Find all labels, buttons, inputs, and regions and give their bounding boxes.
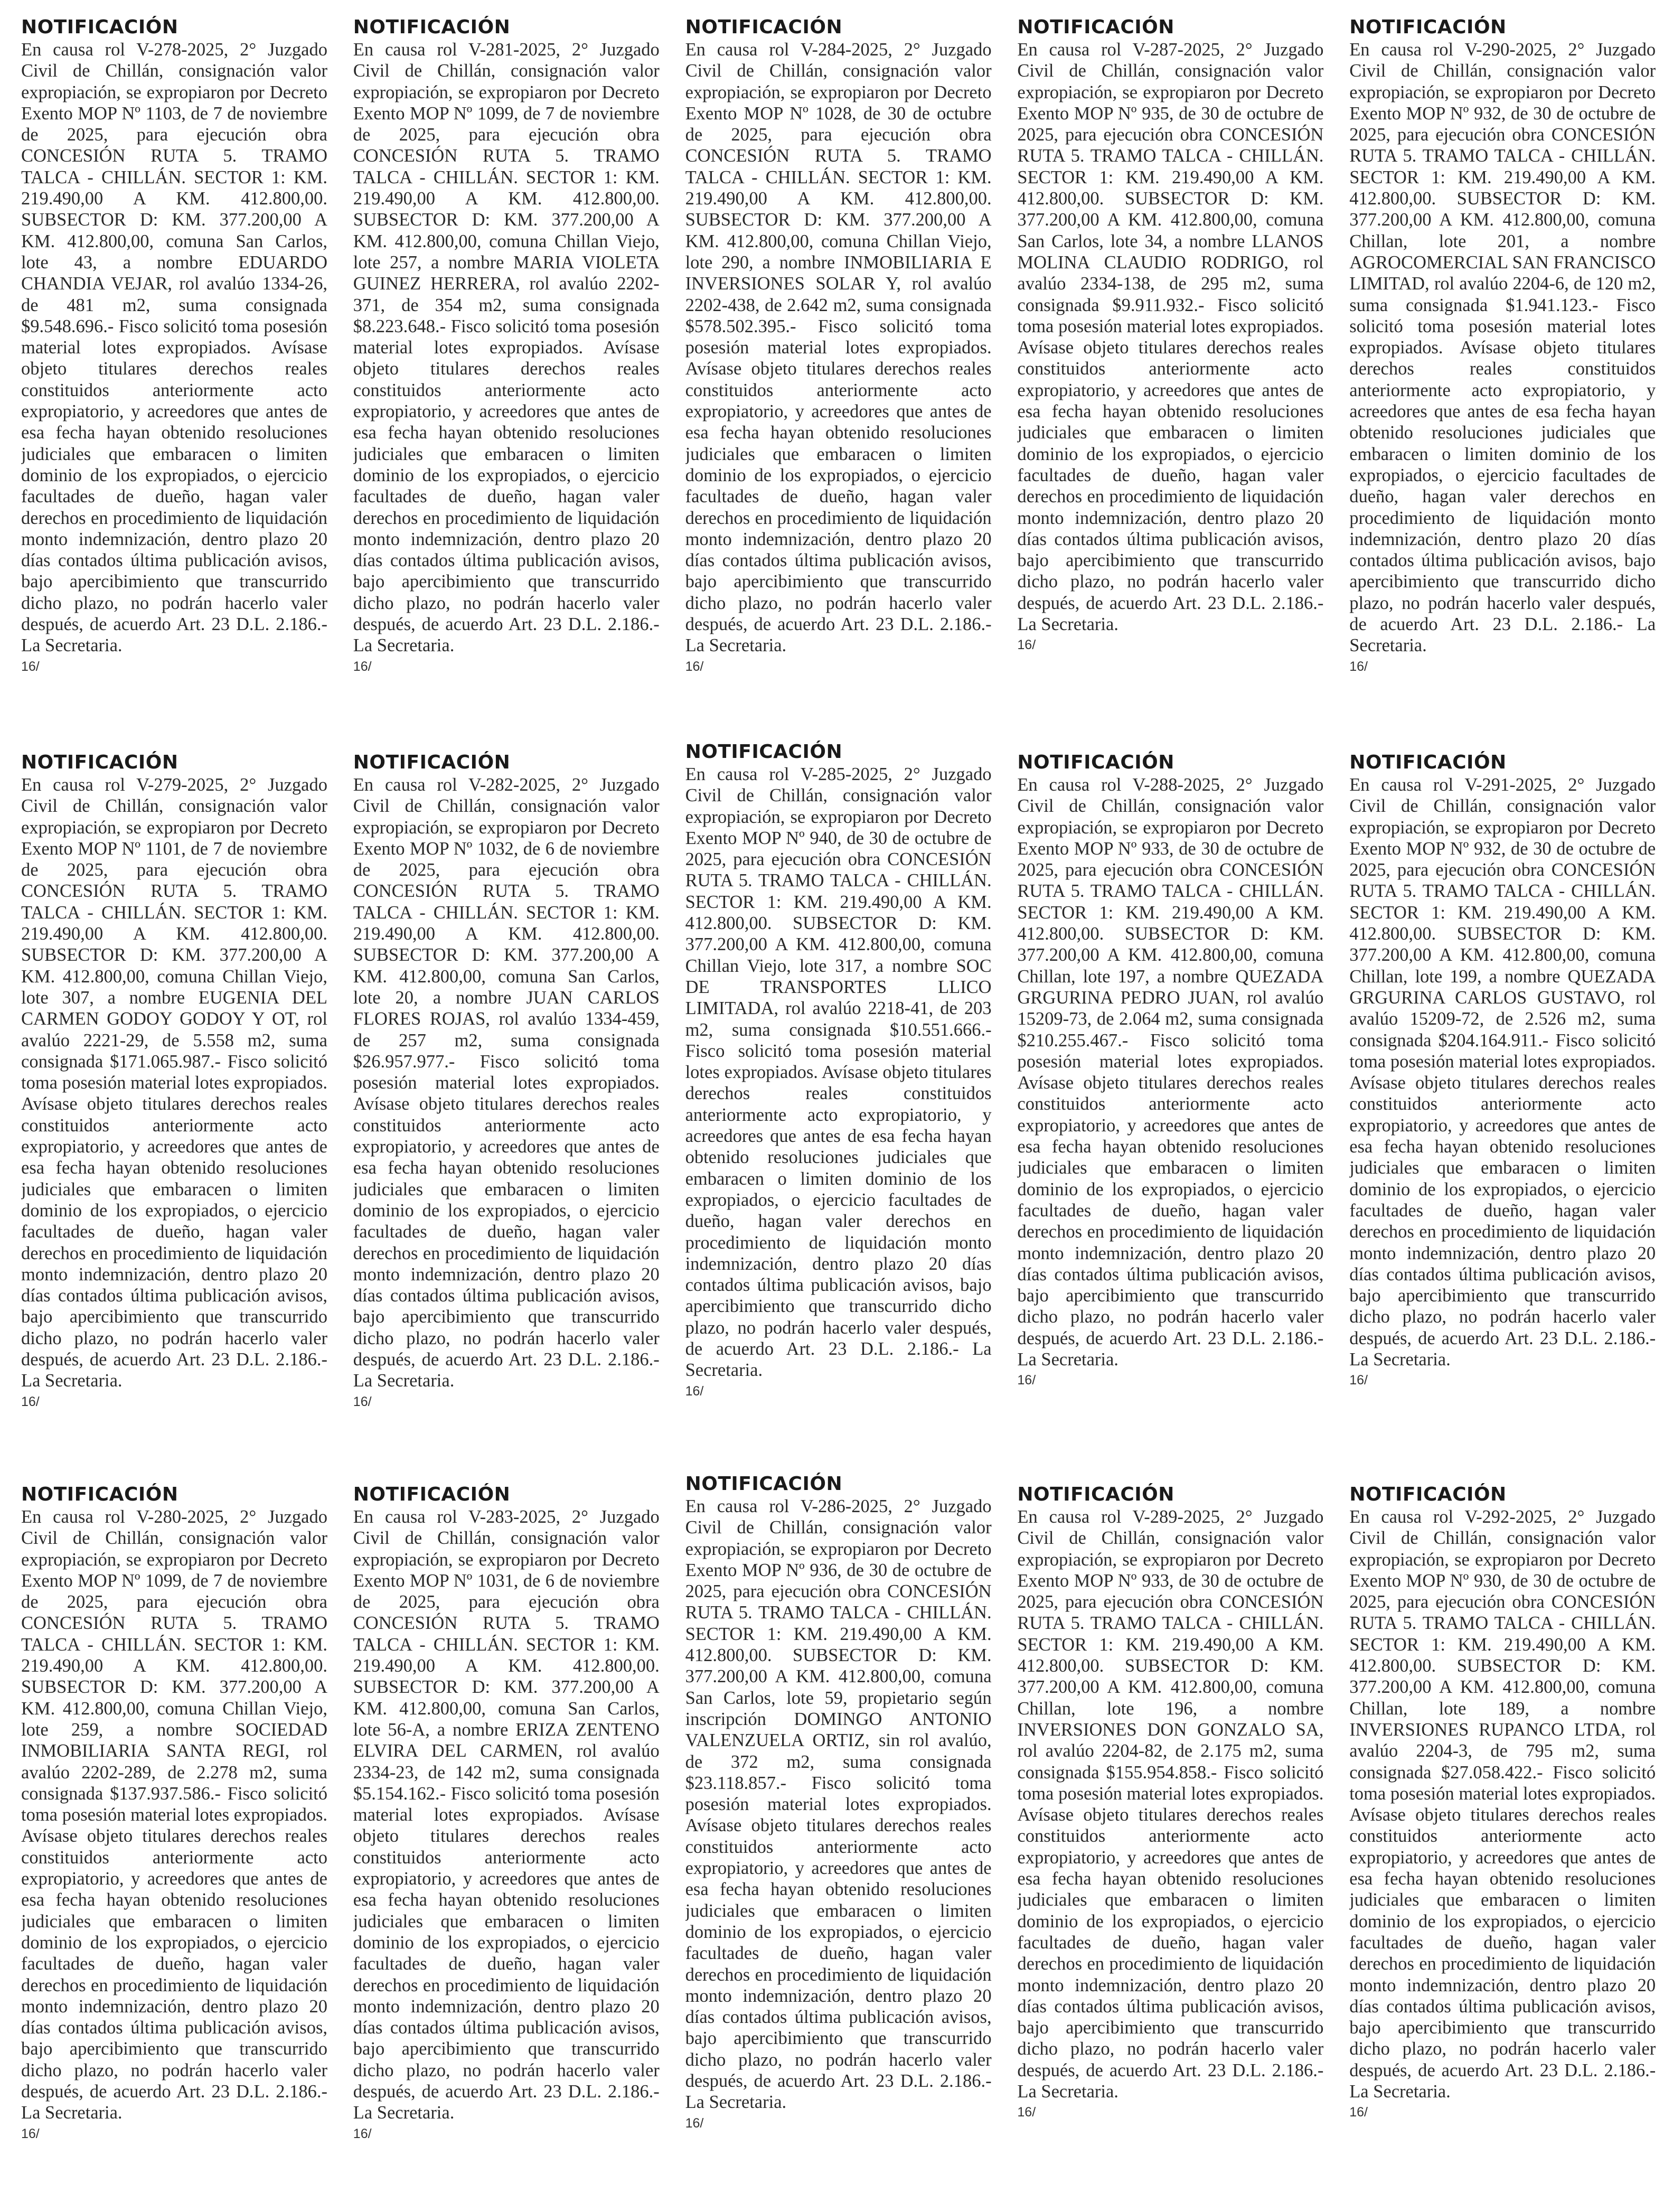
notice-body: En causa rol V-285-2025, 2° Juzgado Civil de Chillán, consignación valor expropiación, se expropiaron por Decreto Exento MOP Nº 940, de 30 de octubre de 2025, para ejecución obra CONCESIÓN RUTA 5. TRAMO TALCA - CHILLÁN. SECTOR 1: KM. 219.490,00 A KM. 412.800,00. SUBSECTOR D: KM. 377.200,00 A KM. 412.800,00, comuna Chillan Viejo, lote 317, a nombre SOC DE TRANSPORTES LLICO LIMITADA, rol avalúo 2218-41, de 203 m2, suma consignada $10.551.666.- Fisco solicitó toma posesión material lotes expropiados. Avísase objeto titulares derechos reales constituidos anteriormente acto expropiatorio, y acreedores que antes de esa fecha hayan obtenido resoluciones judiciales que embaracen o limiten dominio de los expropiados, o ejercicio facultades de dueño, hagan valer derechos en procedimiento de liquidación monto indemnización, dentro plazo 20 días contados última publicación avisos, bajo apercibimiento que transcurrido dicho plazo, no podrán hacerlo valer después, de acuerdo Art. 23 D.L. 2.186.- La Secretaria. (685, 764, 992, 1381)
notice-title: NOTIFICACIÓN (353, 752, 511, 773)
notice-footer: 16/ (1349, 2105, 1368, 2120)
notice-body: En causa rol V-279-2025, 2° Juzgado Civil de Chillán, consignación valor expropiación, se expropiaron por Decreto Exento MOP Nº 1101, de 7 de noviembre de 2025, para ejecución obra CONCESIÓN RUTA 5. TRAMO TALCA - CHILLÁN. SECTOR 1: KM. 219.490,00 A KM. 412.800,00. SUBSECTOR D: KM. 377.200,00 A KM. 412.800,00, comuna Chillan Viejo, lote 307, a nombre EUGENIA DEL CARMEN GODOY GODOY Y OT, rol avalúo 2221-29, de 5.558 m2, suma consignada $171.065.987.- Fisco solicitó toma posesión material lotes expropiados. Avísase objeto titulares derechos reales constituidos anteriormente acto expropiatorio, y acreedores que antes de esa fecha hayan obtenido resoluciones judiciales que embaracen o limiten dominio de los expropiados, o ejercicio facultades de dueño, hagan valer derechos en procedimiento de liquidación monto indemnización, dentro plazo 20 días contados última publicación avisos, bajo apercibimiento que transcurrido dicho plazo, no podrán hacerlo valer después, de acuerdo Art. 23 D.L. 2.186.- La Secretaria. (21, 775, 327, 1391)
notice-body: En causa rol V-290-2025, 2° Juzgado Civil de Chillán, consignación valor expropiación, se expropiaron por Decreto Exento MOP Nº 932, de 30 de octubre de 2025, para ejecución obra CONCESIÓN RUTA 5. TRAMO TALCA - CHILLÁN. SECTOR 1: KM. 219.490,00 A KM. 412.800,00. SUBSECTOR D: KM. 377.200,00 A KM. 412.800,00, comuna Chillan, lote 201, a nombre AGROCOMERCIAL SAN FRANCISCO LIMITAD, rol avalúo 2204-6, de 120 m2, suma consignada $1.941.123.- Fisco solicitó toma posesión material lotes expropiados. Avísase objeto titulares derechos reales constituidos anteriormente acto expropiatorio, y acreedores que antes de esa fecha hayan obtenido resoluciones judiciales que embaracen o limiten dominio de los expropiados, o ejercicio facultades de dueño, hagan valer derechos en procedimiento de liquidación monto indemnización, dentro plazo 20 días contados última publicación avisos, bajo apercibimiento que transcurrido dicho plazo, no podrán hacerlo valer después, de acuerdo Art. 23 D.L. 2.186.- La Secretaria. (1349, 40, 1656, 656)
notice-v-289 (1017, 1480, 1323, 2212)
notice-footer: 16/ (21, 1394, 40, 1409)
notice-body: En causa rol V-283-2025, 2° Juzgado Civil de Chillán, consignación valor expropiación, se expropiaron por Decreto Exento MOP Nº 1031, de 6 de noviembre de 2025, para ejecución obra CONCESIÓN RUTA 5. TRAMO TALCA - CHILLÁN. SECTOR 1: KM. 219.490,00 A KM. 412.800,00. SUBSECTOR D: KM. 377.200,00 A KM. 412.800,00, comuna San Carlos, lote 56-A, a nombre ERIZA ZENTENO ELVIRA DEL CARMEN, rol avalúo 2334-23, de 142 m2, suma consignada $5.154.162.- Fisco solicitó toma posesión material lotes expropiados. Avísase objeto titulares derechos reales constituidos anteriormente acto expropiatorio, y acreedores que antes de esa fecha hayan obtenido resoluciones judiciales que embaracen o limiten dominio de los expropiados, o ejercicio facultades de dueño, hagan valer derechos en procedimiento de liquidación monto indemnización, dentro plazo 20 días contados última publicación avisos, bajo apercibimiento que transcurrido dicho plazo, no podrán hacerlo valer después, de acuerdo Art. 23 D.L. 2.186.- La Secretaria. (353, 1507, 660, 2123)
notice-footer: 16/ (353, 659, 372, 674)
notice-title: NOTIFICACIÓN (1349, 16, 1507, 38)
notice-v-280 (21, 1480, 327, 2212)
notice-v-281 (353, 16, 660, 748)
notice-footer: 16/ (685, 2115, 704, 2131)
notice-v-285 (685, 741, 992, 1480)
notice-body: En causa rol V-291-2025, 2° Juzgado Civil de Chillán, consignación valor expropiación, se expropiaron por Decreto Exento MOP Nº 932, de 30 de octubre de 2025, para ejecución obra CONCESIÓN RUTA 5. TRAMO TALCA - CHILLÁN. SECTOR 1: KM. 219.490,00 A KM. 412.800,00. SUBSECTOR D: KM. 377.200,00 A KM. 412.800,00, comuna Chillan, lote 199, a nombre QUEZADA GRGURINA CARLOS GUSTAVO, rol avalúo 15209-72, de 2.526 m2, suma consignada $204.164.911.- Fisco solicitó toma posesión material lotes expropiados. Avísase objeto titulares derechos reales constituidos anteriormente acto expropiatorio, y acreedores que antes de esa fecha hayan obtenido resoluciones judiciales que embaracen o limiten dominio de los expropiados, o ejercicio facultades de dueño, hagan valer derechos en procedimiento de liquidación monto indemnización, dentro plazo 20 días contados última publicación avisos, bajo apercibimiento que transcurrido dicho plazo, no podrán hacerlo valer después, de acuerdo Art. 23 D.L. 2.186.- La Secretaria. (1349, 775, 1656, 1370)
notice-footer: 16/ (1349, 659, 1368, 674)
notice-footer: 16/ (1349, 1373, 1368, 1388)
notice-body: En causa rol V-292-2025, 2° Juzgado Civil de Chillán, consignación valor expropiación, se expropiaron por Decreto Exento MOP Nº 930, de 30 de octubre de 2025, para ejecución obra CONCESIÓN RUTA 5. TRAMO TALCA - CHILLÁN. SECTOR 1: KM. 219.490,00 A KM. 412.800,00. SUBSECTOR D: KM. 377.200,00 A KM. 412.800,00, comuna Chillan, lote 189, a nombre INVERSIONES RUPANCO LTDA, rol avalúo 2204-3, de 795 m2, suma consignada $27.058.422.- Fisco solicitó toma posesión material lotes expropiados. Avísase objeto titulares derechos reales constituidos anteriormente acto expropiatorio, y acreedores que antes de esa fecha hayan obtenido resoluciones judiciales que embaracen o limiten dominio de los expropiados, o ejercicio facultades de dueño, hagan valer derechos en procedimiento de liquidación monto indemnización, dentro plazo 20 días contados última publicación avisos, bajo apercibimiento que transcurrido dicho plazo, no podrán hacerlo valer después, de acuerdo Art. 23 D.L. 2.186.- La Secretaria. (1349, 1507, 1656, 2102)
notice-body: En causa rol V-287-2025, 2° Juzgado Civil de Chillán, consignación valor expropiación, se expropiaron por Decreto Exento MOP Nº 935, de 30 de octubre de 2025, para ejecución obra CONCESIÓN RUTA 5. TRAMO TALCA - CHILLÁN. SECTOR 1: KM. 219.490,00 A KM. 412.800,00. SUBSECTOR D: KM. 377.200,00 A KM. 412.800,00, comuna San Carlos, lote 34, a nombre LLANOS MOLINA CLAUDIO RODRIGO, rol avalúo 2334-138, de 295 m2, suma consignada $9.911.932.- Fisco solicitó toma posesión material lotes expropiados. Avísase objeto titulares derechos reales constituidos anteriormente acto expropiatorio, y acreedores que antes de esa fecha hayan obtenido resoluciones judiciales que embaracen o limiten dominio de los expropiados, o ejercicio facultades de dueño, hagan valer derechos en procedimiento de liquidación monto indemnización, dentro plazo 20 días contados última publicación avisos, bajo apercibimiento que transcurrido dicho plazo, no podrán hacerlo valer después, de acuerdo Art. 23 D.L. 2.186.- La Secretaria. (1017, 40, 1324, 635)
notice-title: NOTIFICACIÓN (21, 752, 178, 773)
notice-body: En causa rol V-286-2025, 2° Juzgado Civil de Chillán, consignación valor expropiación, se expropiaron por Decreto Exento MOP Nº 936, de 30 de octubre de 2025, para ejecución obra CONCESIÓN RUTA 5. TRAMO TALCA - CHILLÁN. SECTOR 1: KM. 219.490,00 A KM. 412.800,00. SUBSECTOR D: KM. 377.200,00 A KM. 412.800,00, comuna San Carlos, lote 59, propietario según inscripción DOMINGO ANTONIO VALENZUELA ORTIZ, sin rol avalúo, de 372 m2, suma consignada $23.118.857.- Fisco solicitó toma posesión material lotes expropiados. Avísase objeto titulares derechos reales constituidos anteriormente acto expropiatorio, y acreedores que antes de esa fecha hayan obtenido resoluciones judiciales que embaracen o limiten dominio de los expropiados, o ejercicio facultades de dueño, hagan valer derechos en procedimiento de liquidación monto indemnización, dentro plazo 20 días contados última publicación avisos, bajo apercibimiento que transcurrido dicho plazo, no podrán hacerlo valer después, de acuerdo Art. 23 D.L. 2.186.- La Secretaria. (685, 1496, 992, 2113)
notice-title: NOTIFICACIÓN (353, 1484, 511, 1505)
notice-footer: 16/ (1017, 1373, 1036, 1388)
notice-title: NOTIFICACIÓN (1017, 752, 1174, 773)
notice-v-284 (685, 16, 992, 748)
notice-body: En causa rol V-280-2025, 2° Juzgado Civil de Chillán, consignación valor expropiación, se expropiaron por Decreto Exento MOP Nº 1099, de 7 de noviembre de 2025, para ejecución obra CONCESIÓN RUTA 5. TRAMO TALCA - CHILLÁN. SECTOR 1: KM. 219.490,00 A KM. 412.800,00. SUBSECTOR D: KM. 377.200,00 A KM. 412.800,00, comuna Chillan Viejo, lote 259, a nombre SOCIEDAD INMOBILIARIA SANTA REGI, rol avalúo 2202-289, de 2.278 m2, suma consignada $137.937.586.- Fisco solicitó toma posesión material lotes expropiados. Avísase objeto titulares derechos reales constituidos anteriormente acto expropiatorio, y acreedores que antes de esa fecha hayan obtenido resoluciones judiciales que embaracen o limiten dominio de los expropiados, o ejercicio facultades de dueño, hagan valer derechos en procedimiento de liquidación monto indemnización, dentro plazo 20 días contados última publicación avisos, bajo apercibimiento que transcurrido dicho plazo, no podrán hacerlo valer después, de acuerdo Art. 23 D.L. 2.186.- La Secretaria. (21, 1507, 327, 2123)
notice-title: NOTIFICACIÓN (353, 16, 511, 38)
notice-title: NOTIFICACIÓN (1017, 1484, 1174, 1505)
notice-title: NOTIFICACIÓN (685, 1473, 843, 1495)
notice-v-283 (353, 1480, 660, 2212)
notice-footer: 16/ (1017, 2105, 1036, 2120)
notice-body: En causa rol V-289-2025, 2° Juzgado Civil de Chillán, consignación valor expropiación, se expropiaron por Decreto Exento MOP Nº 933, de 30 de octubre de 2025, para ejecución obra CONCESIÓN RUTA 5. TRAMO TALCA - CHILLÁN. SECTOR 1: KM. 219.490,00 A KM. 412.800,00. SUBSECTOR D: KM. 377.200,00 A KM. 412.800,00, comuna Chillan, lote 196, a nombre INVERSIONES DON GONZALO SA, rol avalúo 2204-82, de 2.175 m2, suma consignada $155.954.858.- Fisco solicitó toma posesión material lotes expropiados. Avísase objeto titulares derechos reales constituidos anteriormente acto expropiatorio, y acreedores que antes de esa fecha hayan obtenido resoluciones judiciales que embaracen o limiten dominio de los expropiados, o ejercicio facultades de dueño, hagan valer derechos en procedimiento de liquidación monto indemnización, dentro plazo 20 días contados última publicación avisos, bajo apercibimiento que transcurrido dicho plazo, no podrán hacerlo valer después, de acuerdo Art. 23 D.L. 2.186.- La Secretaria. (1017, 1507, 1324, 2102)
notice-footer: 16/ (21, 659, 40, 674)
notice-body: En causa rol V-282-2025, 2° Juzgado Civil de Chillán, consignación valor expropiación, se expropiaron por Decreto Exento MOP Nº 1032, de 6 de noviembre de 2025, para ejecución obra CONCESIÓN RUTA 5. TRAMO TALCA - CHILLÁN. SECTOR 1: KM. 219.490,00 A KM. 412.800,00. SUBSECTOR D: KM. 377.200,00 A KM. 412.800,00, comuna San Carlos, lote 20, a nombre JUAN CARLOS FLORES ROJAS, rol avalúo 1334-459, de 257 m2, suma consignada $26.957.977.- Fisco solicitó toma posesión material lotes expropiados. Avísase objeto titulares derechos reales constituidos anteriormente acto expropiatorio, y acreedores que antes de esa fecha hayan obtenido resoluciones judiciales que embaracen o limiten dominio de los expropiados, o ejercicio facultades de dueño, hagan valer derechos en procedimiento de liquidación monto indemnización, dentro plazo 20 días contados última publicación avisos, bajo apercibimiento que transcurrido dicho plazo, no podrán hacerlo valer después, de acuerdo Art. 23 D.L. 2.186.- La Secretaria. (353, 775, 660, 1391)
notice-footer: 16/ (685, 1383, 704, 1399)
notice-v-288 (1017, 748, 1323, 1480)
notice-footer: 16/ (353, 2126, 372, 2141)
notice-footer: 16/ (685, 659, 704, 674)
notice-footer: 16/ (353, 1394, 372, 1409)
notice-v-292 (1349, 1480, 1656, 2212)
notice-body: En causa rol V-284-2025, 2° Juzgado Civil de Chillán, consignación valor expropiación, se expropiaron por Decreto Exento MOP Nº 1028, de 30 de octubre de 2025, para ejecución obra CONCESIÓN RUTA 5. TRAMO TALCA - CHILLÁN. SECTOR 1: KM. 219.490,00 A KM. 412.800,00. SUBSECTOR D: KM. 377.200,00 A KM. 412.800,00, comuna Chillan Viejo, lote 290, a nombre INMOBILIARIA E INVERSIONES SOLAR Y, rol avalúo 2202-438, de 2.642 m2, suma consignada $578.502.395.- Fisco solicitó toma posesión material lotes expropiados. Avísase objeto titulares derechos reales constituidos anteriormente acto expropiatorio, y acreedores que antes de esa fecha hayan obtenido resoluciones judiciales que embaracen o limiten dominio de los expropiados, o ejercicio facultades de dueño, hagan valer derechos en procedimiento de liquidación monto indemnización, dentro plazo 20 días contados última publicación avisos, bajo apercibimiento que transcurrido dicho plazo, no podrán hacerlo valer después, de acuerdo Art. 23 D.L. 2.186.- La Secretaria. (685, 40, 992, 656)
notice-body: En causa rol V-281-2025, 2° Juzgado Civil de Chillán, consignación valor expropiación, se expropiaron por Decreto Exento MOP Nº 1099, de 7 de noviembre de 2025, para ejecución obra CONCESIÓN RUTA 5. TRAMO TALCA - CHILLÁN. SECTOR 1: KM. 219.490,00 A KM. 412.800,00. SUBSECTOR D: KM. 377.200,00 A KM. 412.800,00, comuna Chillan Viejo, lote 257, a nombre MARIA VIOLETA GUINEZ HERRERA, rol avalúo 2202-371, de 354 m2, suma consignada $8.223.648.- Fisco solicitó toma posesión material lotes expropiados. Avísase objeto titulares derechos reales constituidos anteriormente acto expropiatorio, y acreedores que antes de esa fecha hayan obtenido resoluciones judiciales que embaracen o limiten dominio de los expropiados, o ejercicio facultades de dueño, hagan valer derechos en procedimiento de liquidación monto indemnización, dentro plazo 20 días contados última publicación avisos, bajo apercibimiento que transcurrido dicho plazo, no podrán hacerlo valer después, de acuerdo Art. 23 D.L. 2.186.- La Secretaria. (353, 40, 660, 656)
notice-footer: 16/ (21, 2126, 40, 2141)
notice-title: NOTIFICACIÓN (21, 16, 178, 38)
notice-title: NOTIFICACIÓN (1017, 16, 1174, 38)
notice-v-290 (1349, 16, 1656, 748)
notice-v-291 (1349, 748, 1656, 1480)
notice-v-282 (353, 748, 660, 1480)
notice-footer: 16/ (1017, 638, 1036, 653)
notice-title: NOTIFICACIÓN (1349, 1484, 1507, 1505)
notice-v-286 (685, 1473, 992, 2212)
notice-v-287 (1017, 16, 1323, 748)
notice-title: NOTIFICACIÓN (685, 741, 843, 763)
notice-v-278 (21, 16, 327, 748)
notice-title: NOTIFICACIÓN (685, 16, 843, 38)
notice-v-279 (21, 748, 327, 1480)
notice-title: NOTIFICACIÓN (1349, 752, 1507, 773)
notice-body: En causa rol V-288-2025, 2° Juzgado Civil de Chillán, consignación valor expropiación, se expropiaron por Decreto Exento MOP Nº 933, de 30 de octubre de 2025, para ejecución obra CONCESIÓN RUTA 5. TRAMO TALCA - CHILLÁN. SECTOR 1: KM. 219.490,00 A KM. 412.800,00. SUBSECTOR D: KM. 377.200,00 A KM. 412.800,00, comuna Chillan, lote 197, a nombre QUEZADA GRGURINA PEDRO JUAN, rol avalúo 15209-73, de 2.064 m2, suma consignada $210.255.467.- Fisco solicitó toma posesión material lotes expropiados. Avísase objeto titulares derechos reales constituidos anteriormente acto expropiatorio, y acreedores que antes de esa fecha hayan obtenido resoluciones judiciales que embaracen o limiten dominio de los expropiados, o ejercicio facultades de dueño, hagan valer derechos en procedimiento de liquidación monto indemnización, dentro plazo 20 días contados última publicación avisos, bajo apercibimiento que transcurrido dicho plazo, no podrán hacerlo valer después, de acuerdo Art. 23 D.L. 2.186.- La Secretaria. (1017, 775, 1324, 1370)
notice-title: NOTIFICACIÓN (21, 1484, 178, 1505)
notice-body: En causa rol V-278-2025, 2° Juzgado Civil de Chillán, consignación valor expropiación, se expropiaron por Decreto Exento MOP Nº 1103, de 7 de noviembre de 2025, para ejecución obra CONCESIÓN RUTA 5. TRAMO TALCA - CHILLÁN. SECTOR 1: KM. 219.490,00 A KM. 412.800,00. SUBSECTOR D: KM. 377.200,00 A KM. 412.800,00, comuna San Carlos, lote 43, a nombre EDUARDO CHANDIA VEJAR, rol avalúo 1334-26, de 481 m2, suma consignada $9.548.696.- Fisco solicitó toma posesión material lotes expropiados. Avísase objeto titulares derechos reales constituidos anteriormente acto expropiatorio, y acreedores que antes de esa fecha hayan obtenido resoluciones judiciales que embaracen o limiten dominio de los expropiados, o ejercicio facultades de dueño, hagan valer derechos en procedimiento de liquidación monto indemnización, dentro plazo 20 días contados última publicación avisos, bajo apercibimiento que transcurrido dicho plazo, no podrán hacerlo valer después, de acuerdo Art. 23 D.L. 2.186.- La Secretaria. (21, 40, 327, 656)
